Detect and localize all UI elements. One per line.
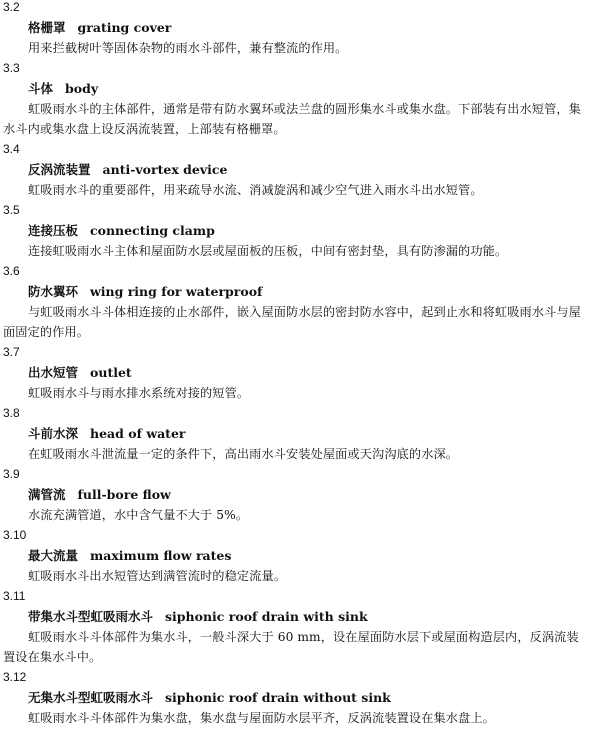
term-entry: [0, 407, 594, 464]
term-english: head of water: [90, 426, 186, 441]
term-english: body: [65, 81, 99, 96]
term-definition: 用来拦截树叶等固体杂物的雨水斗部件，兼有整流的作用。: [28, 41, 348, 55]
term-english: siphonic roof drain without sink: [165, 690, 391, 705]
term-chinese: 最大流量: [28, 548, 79, 563]
term-chinese: 带集水斗型虹吸雨水斗: [28, 609, 154, 624]
section-number: 3.9: [3, 467, 20, 481]
term-heading: [0, 80, 594, 97]
term-heading: [0, 608, 594, 625]
section-number: 3.12: [3, 670, 27, 684]
term-english: connecting clamp: [90, 223, 215, 238]
term-entry: [0, 143, 594, 200]
term-definition: 连接虹吸雨水斗主体和屋面防水层或屋面板的压板，中间有密封垫，具有防渗漏的功能。: [28, 244, 508, 258]
term-heading: [0, 425, 594, 442]
term-definition: 虹吸雨水斗斗体部件为集水盘，集水盘与屋面防水层平齐，反涡流装置设在集水盘上。: [28, 711, 495, 725]
term-definition: 虹吸雨水斗的主体部件，通常是带有防水翼环或法兰盘的圆形集水斗或集水盘。下部装有出水短管，集水斗内或集水盘上设反涡流装置，上部装有格栅罩。: [3, 102, 581, 136]
section-number: 3.2: [3, 0, 20, 14]
terms-list: [0, 1, 594, 728]
term-chinese: 满管流: [28, 487, 66, 502]
term-definition: 水流充满管道，水中含气量不大于 5%。: [28, 508, 249, 522]
term-entry: [0, 529, 594, 586]
term-entry: [0, 468, 594, 525]
term-definition: 虹吸雨水斗与雨水排水系统对接的短管。: [28, 386, 250, 400]
term-definition: 虹吸雨水斗斗体部件为集水斗，一般斗深大于 60 mm，设在屋面防水层下或屋面构造层内，反涡流装置设在集水斗中。: [3, 630, 579, 664]
term-chinese: 出水短管: [28, 365, 79, 380]
term-english: grating cover: [77, 20, 172, 35]
term-heading: [0, 364, 594, 381]
section-number: 3.11: [3, 589, 26, 603]
term-heading: [0, 689, 594, 706]
term-entry: [0, 62, 594, 139]
term-heading: [0, 283, 594, 300]
term-entry: [0, 590, 594, 667]
term-english: siphonic roof drain with sink: [165, 609, 368, 624]
term-chinese: 防水翼环: [28, 284, 79, 299]
section-number: 3.7: [3, 345, 20, 359]
term-heading: [0, 161, 594, 178]
term-entry: [0, 346, 594, 403]
section-number: 3.6: [3, 264, 20, 278]
section-number: 3.10: [3, 528, 27, 542]
term-chinese: 无集水斗型虹吸雨水斗: [28, 690, 154, 705]
term-heading: [0, 19, 594, 36]
term-entry: [0, 265, 594, 342]
term-chinese: 反涡流装置: [28, 162, 91, 177]
term-english: maximum flow rates: [90, 548, 232, 563]
term-english: outlet: [90, 365, 132, 380]
section-number: 3.8: [3, 406, 20, 420]
term-chinese: 格栅罩: [28, 20, 66, 35]
section-number: 3.5: [3, 203, 20, 217]
term-chinese: 斗前水深: [28, 426, 79, 441]
term-heading: [0, 222, 594, 239]
term-english: full-bore flow: [77, 487, 171, 502]
term-chinese: 斗体: [28, 81, 54, 96]
term-definition: 虹吸雨水斗的重要部件，用来疏导水流、消减旋涡和减少空气进入雨水斗出水短管。: [28, 183, 483, 197]
term-heading: [0, 547, 594, 564]
term-definition: 与虹吸雨水斗斗体相连接的止水部件，嵌入屋面防水层的密封防水容中，起到止水和将虹吸雨水斗与屋面固定的作用。: [3, 305, 581, 339]
term-heading: [0, 486, 594, 503]
term-definition: 在虹吸雨水斗泄流量一定的条件下，高出雨水斗安装处屋面或天沟沟底的水深。: [28, 447, 459, 461]
term-definition: 虹吸雨水斗出水短管达到满管流时的稳定流量。: [28, 569, 287, 583]
term-entry: [0, 1, 594, 58]
term-chinese: 连接压板: [28, 223, 79, 238]
term-english: wing ring for waterproof: [90, 284, 263, 299]
term-english: anti-vortex device: [102, 162, 228, 177]
section-number: 3.4: [3, 142, 20, 156]
term-entry: [0, 204, 594, 261]
section-number: 3.3: [3, 61, 20, 75]
term-entry: [0, 671, 594, 728]
